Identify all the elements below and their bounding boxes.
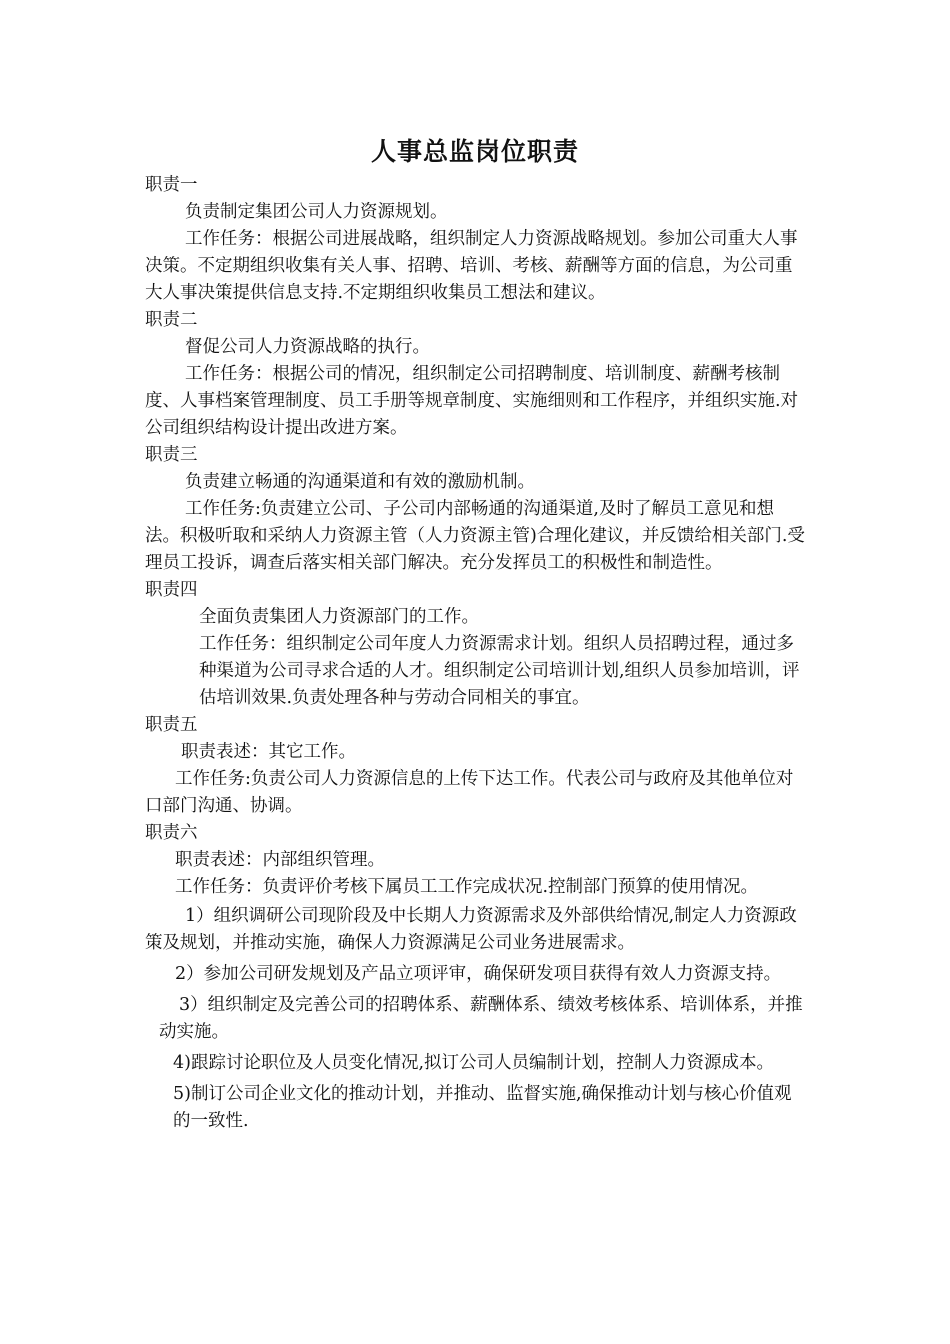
section-summary: 职责表述：其它工作。 <box>181 742 356 762</box>
section-summary: 负责制定集团公司人力资源规划。 <box>185 202 448 222</box>
list-item: 5)制订公司企业文化的推动计划，并推动、监督实施,确保推动计划与核心价值观的一致性. <box>173 1084 792 1131</box>
section-heading: 职责五 <box>145 715 198 735</box>
section-heading: 职责六 <box>145 823 198 843</box>
section-summary: 职责表述：内部组织管理。 <box>175 850 385 870</box>
section-heading: 职责一 <box>145 175 198 195</box>
section-summary: 全面负责集团人力资源部门的工作。 <box>199 607 479 627</box>
section-heading: 职责三 <box>145 445 198 465</box>
section-task: 工作任务：负责评价考核下属员工工作完成状况.控制部门预算的使用情况。 <box>175 877 759 897</box>
list-item: 2）参加公司研发规划及产品立项评审，确保研发项目获得有效人力资源支持。 <box>175 964 782 984</box>
list-item: 3）组织制定及完善公司的招聘体系、薪酬体系、绩效考核体系、培训体系，并推动实施。 <box>159 995 803 1042</box>
section-heading: 职责二 <box>145 310 198 330</box>
section-task: 工作任务：组织制定公司年度人力资源需求计划。组织人员招聘过程，通过多种渠道为公司寻求合适的人才。组织制定公司培训计划,组织人员参加培训，评估培训效果.负责处理各种与劳动合同相关的事宜。 <box>199 634 800 708</box>
list-item: 1）组织调研公司现阶段及中长期人力资源需求及外部供给情况,制定人力资源政策及规划，并推动实施，确保人力资源满足公司业务进展需求。 <box>145 906 797 953</box>
section-task: 工作任务：根据公司的情况，组织制定公司招聘制度、培训制度、薪酬考核制度、人事档案管理制度、员工手册等规章制度、实施细则和工作程序，并组织实施.对公司组织结构设计提出改进方案。 <box>145 364 799 438</box>
section-task: 工作任务:负责公司人力资源信息的上传下达工作。代表公司与政府及其他单位对口部门沟通、协调。 <box>145 769 794 816</box>
page-title: 人事总监岗位职责 <box>370 137 579 166</box>
section-summary: 负责建立畅通的沟通渠道和有效的激励机制。 <box>185 472 535 492</box>
document-body <box>145 172 805 1135</box>
section-task: 工作任务：根据公司进展战略，组织制定人力资源战略规划。参加公司重大人事决策。不定期组织收集有关人事、招聘、培训、考核、薪酬等方面的信息，为公司重大人事决策提供信息支持.不定期组织收集员工想法和建议。 <box>145 229 798 303</box>
section-task: 工作任务:负责建立公司、子公司内部畅通的沟通渠道,及时了解员工意见和想法。积极听取和采纳人力资源主管（人力资源主管)合理化建议，并反馈给相关部门.受理员工投诉，调查后落实相关部门解决。充分发挥员工的积极性和制造性。 <box>145 499 805 573</box>
section-heading: 职责四 <box>145 580 198 600</box>
list-item: 4)跟踪讨论职位及人员变化情况,拟订公司人员编制计划，控制人力资源成本。 <box>173 1053 775 1073</box>
section-summary: 督促公司人力资源战略的执行。 <box>185 337 430 357</box>
